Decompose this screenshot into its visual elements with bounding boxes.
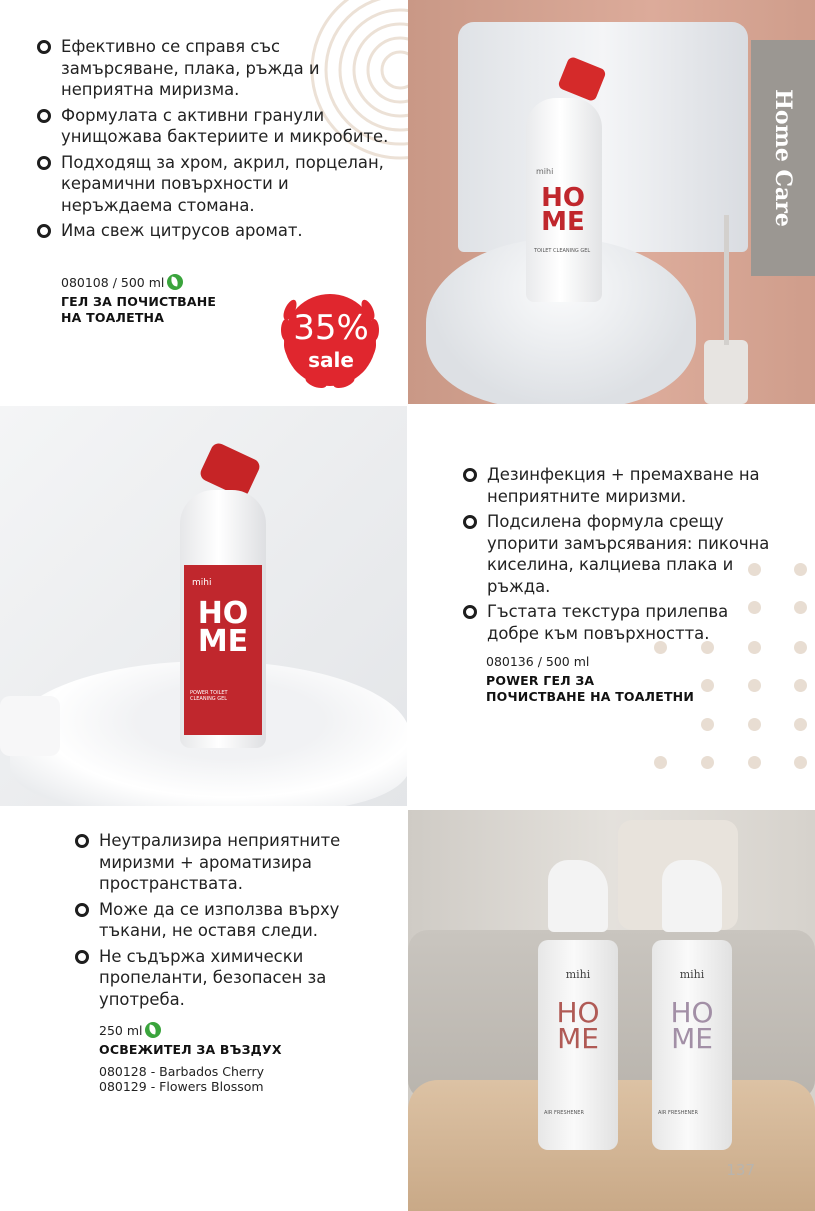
sale-percent: 35% bbox=[293, 308, 369, 348]
bottle bbox=[526, 62, 606, 302]
bottle-brand: mihi bbox=[679, 968, 705, 981]
bottle bbox=[176, 450, 268, 750]
brush-handle bbox=[724, 215, 729, 345]
variant-code: 080128 - Barbados Cherry bbox=[99, 1064, 265, 1079]
eco-leaf-icon bbox=[145, 1022, 161, 1038]
product2-text bbox=[408, 406, 815, 806]
bottle-subtitle: AIR FRESHENER bbox=[658, 1110, 698, 1116]
bullet-icon bbox=[463, 605, 477, 619]
bottle-logo: ME bbox=[197, 624, 249, 659]
feature-item: Не съдържа химически пропеланти, безопасен за употреба. bbox=[74, 946, 374, 1011]
feature-item: Има свеж цитрусов аромат. bbox=[36, 220, 396, 242]
bottle-brand: mihi bbox=[565, 968, 591, 981]
product-code: 080108 / 500 ml bbox=[61, 274, 216, 290]
bullet-icon bbox=[463, 515, 477, 529]
page-number: 137 bbox=[726, 1161, 755, 1179]
section-label: Home Care bbox=[770, 89, 796, 227]
seat-hinge bbox=[0, 696, 60, 756]
bottle-subtitle: AIR FRESHENER bbox=[544, 1110, 584, 1116]
bullet-icon bbox=[37, 156, 51, 170]
sale-badge bbox=[270, 280, 392, 402]
bottle-logo: HO bbox=[541, 183, 585, 213]
product-name: ОСВЕЖИТЕЛ ЗА ВЪЗДУХ bbox=[99, 1042, 282, 1057]
product2-photo bbox=[0, 406, 407, 806]
feature-item: Ефективно се справя със замърсяване, плака, ръжда и неприятна миризма. bbox=[36, 36, 396, 101]
bottle bbox=[538, 860, 622, 1150]
feature-item: Формулата с активни гранули унищожава бактериите и микробите. bbox=[36, 105, 396, 148]
bottle-logo: HO bbox=[556, 996, 600, 1029]
section-tab bbox=[751, 40, 815, 276]
product2-features bbox=[462, 464, 772, 648]
product-name: ГЕЛ ЗА ПОЧИСТВАНЕ НА ТОАЛЕТНА bbox=[61, 294, 217, 325]
bullet-icon bbox=[37, 224, 51, 238]
feature-item: Неутрализира неприятните миризми + ароматизира пространствата. bbox=[74, 830, 374, 895]
feature-item: Гъстата текстура прилепва добре към повърхността. bbox=[462, 601, 772, 644]
bullet-icon bbox=[37, 40, 51, 54]
feature-item: Може да се използва върху тъкани, не оставя следи. bbox=[74, 899, 374, 942]
feature-item: Подходящ за хром, акрил, порцелан, керамични повърхности и неръждаема стомана. bbox=[36, 152, 396, 217]
product3-text bbox=[0, 808, 408, 1211]
bottle-logo: ME bbox=[541, 207, 585, 237]
variant-code: 080129 - Flowers Blossom bbox=[99, 1079, 264, 1094]
product3-features bbox=[74, 830, 374, 1014]
bottle-logo: ME bbox=[557, 1022, 599, 1055]
bullet-icon bbox=[75, 950, 89, 964]
bullet-icon bbox=[75, 834, 89, 848]
feature-item: Подсилена формула срещу упорити замърсявания: пикочна киселина, калциева плака и ръжда. bbox=[462, 511, 772, 597]
bullet-icon bbox=[37, 109, 51, 123]
feature-item: Дезинфекция + премахване на неприятните миризми. bbox=[462, 464, 772, 507]
product3-photo bbox=[408, 810, 815, 1211]
bottle-logo: HO bbox=[670, 996, 714, 1029]
product1-photo bbox=[408, 0, 815, 404]
bullet-icon bbox=[75, 903, 89, 917]
product-volume: 250 ml bbox=[99, 1022, 282, 1038]
bottle-brand: mihi bbox=[192, 578, 212, 588]
product-code: 080136 / 500 ml bbox=[486, 654, 590, 669]
bottle-logo: HO bbox=[197, 596, 249, 631]
sale-label: sale bbox=[308, 348, 354, 372]
bullet-icon bbox=[463, 468, 477, 482]
bottle-subtitle: TOILET CLEANING GEL bbox=[534, 248, 591, 254]
eco-leaf-icon bbox=[167, 274, 183, 290]
product-name: POWER ГЕЛ ЗА ПОЧИСТВАНЕ НА ТОАЛЕТНИ bbox=[486, 673, 694, 704]
bottle-logo: ME bbox=[671, 1022, 713, 1055]
bottle-brand: mihi bbox=[536, 167, 554, 176]
brush-holder bbox=[704, 340, 748, 404]
product1-features bbox=[36, 36, 396, 246]
product1-text bbox=[0, 0, 408, 404]
bottle-subtitle: POWER TOILET CLEANING GEL bbox=[190, 690, 228, 702]
bottle bbox=[652, 860, 736, 1150]
